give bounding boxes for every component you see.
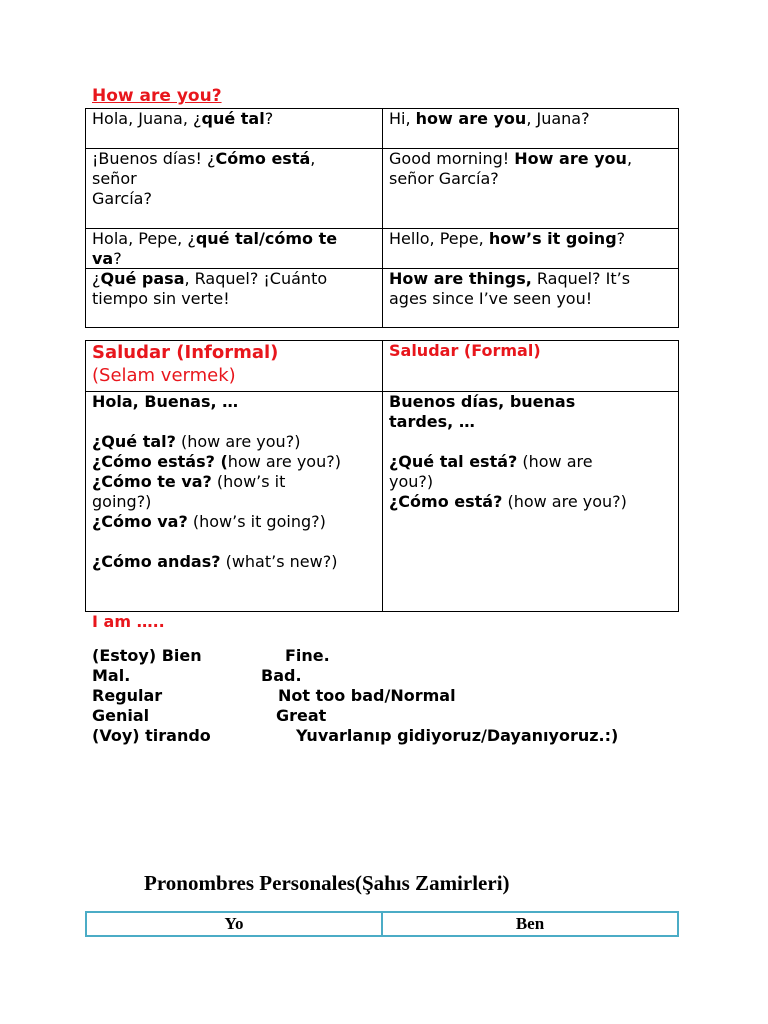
states-english-3: Great	[276, 706, 327, 725]
table-row-2-spanish: ¡Buenos días! ¿Cómo está, señor García?	[92, 149, 316, 208]
states-spanish-4: (Voy) tirando	[92, 726, 211, 745]
list-item: Buenos días, buenas	[389, 392, 576, 411]
table-row-4-spanish: ¿Qué pasa, Raquel? ¡Cuánto tiempo sin verte!	[92, 269, 328, 308]
states-spanish-3: Genial	[92, 706, 150, 725]
list-item: ¿Cómo te va? (how’s it	[92, 472, 286, 491]
states-english-0: Fine.	[285, 646, 330, 665]
list-item: ¿Cómo está? (how are you?)	[389, 492, 627, 511]
states-english-1: Bad.	[261, 666, 302, 685]
list-item: ¿Qué tal? (how are you?)	[92, 432, 301, 451]
pronoun-turkish: Ben	[515, 914, 545, 933]
pronouns-table	[85, 911, 679, 937]
informal-header: Saludar (Informal) (Selam vermek)	[92, 342, 279, 386]
list-item: tardes, …	[389, 412, 475, 431]
pronoun-spanish: Yo	[224, 914, 244, 933]
list-item: ¿Cómo va? (how’s it going?)	[92, 512, 326, 531]
list-item: ¿Cómo estás? (how are you?)	[92, 452, 341, 471]
saludar-table	[85, 340, 679, 612]
formal-greetings-list	[389, 392, 674, 512]
table-row-2-english: Good morning! How are you, señor García?	[389, 149, 633, 188]
pronouns-title: Pronombres Personales(Şahıs Zamirleri)	[144, 871, 510, 895]
table-row-1-spanish: Hola, Juana, ¿qué tal?	[92, 109, 274, 128]
states-spanish-2: Regular	[92, 686, 163, 705]
table-row-4-english: How are things, Raquel? It’s ages since I’ve seen you!	[389, 269, 631, 308]
list-item: you?)	[389, 472, 434, 491]
greetings-table	[85, 108, 679, 328]
states-spanish-1: Mal.	[92, 666, 131, 685]
states-spanish-0: (Estoy) Bien	[92, 646, 202, 665]
states-english-4: Yuvarlanıp gidiyoruz/Dayanıyoruz.:)	[296, 726, 619, 745]
table-row-3-english: Hello, Pepe, how’s it going?	[389, 229, 626, 248]
list-item: ¿Cómo andas? (what’s new?)	[92, 552, 338, 571]
list-item: Hola, Buenas, …	[92, 392, 239, 411]
states-english-2: Not too bad/Normal	[278, 686, 456, 705]
formal-header: Saludar (Formal)	[389, 341, 541, 360]
table-row-1-english: Hi, how are you, Juana?	[389, 109, 590, 128]
i-am-heading: I am …..	[92, 612, 165, 631]
list-item: going?)	[92, 492, 152, 511]
table-row-3-spanish: Hola, Pepe, ¿qué tal/cómo te va?	[92, 229, 338, 268]
informal-greetings-list	[92, 392, 377, 572]
list-item: ¿Qué tal está? (how are	[389, 452, 593, 471]
how-are-you-heading: How are you?	[92, 86, 222, 106]
